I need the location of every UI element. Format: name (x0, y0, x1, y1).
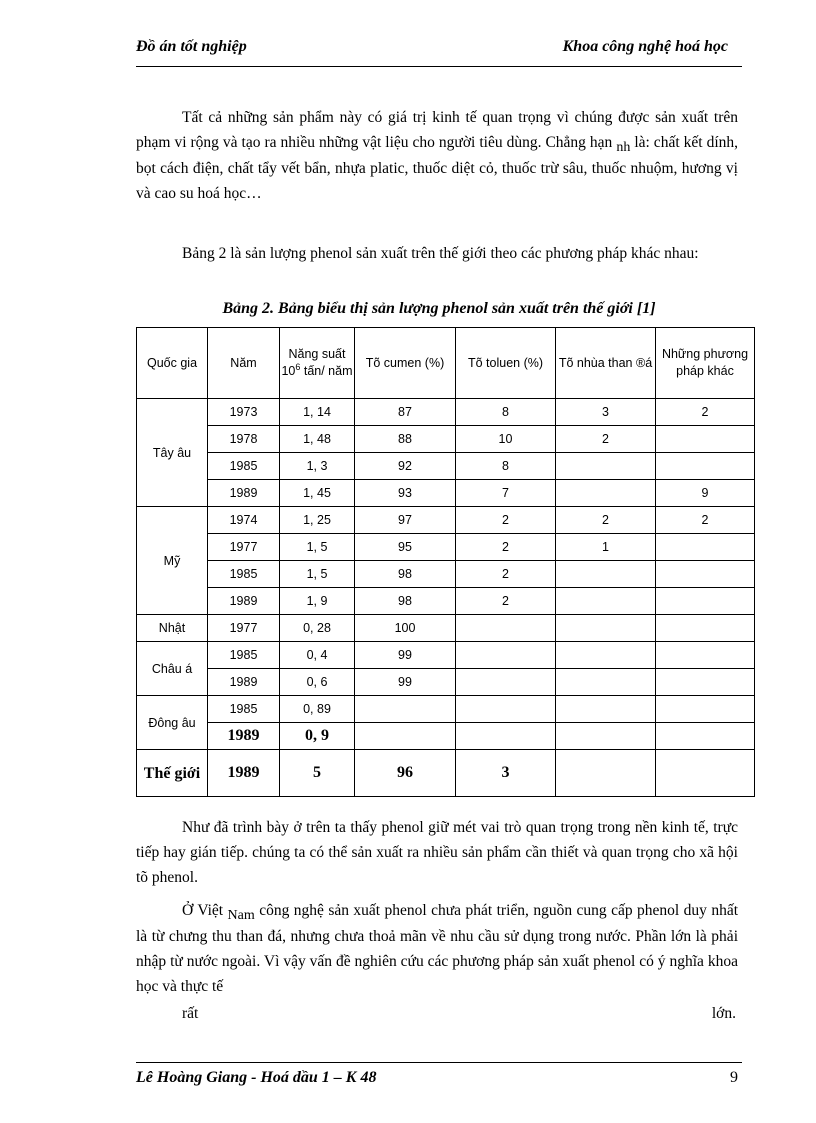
table-row (137, 588, 755, 615)
year-cell: 1989 (208, 669, 280, 696)
other-cell (656, 615, 755, 642)
table-row (137, 669, 755, 696)
cumene-cell: 88 (355, 426, 456, 453)
other-cell: 2 (656, 507, 755, 534)
other-cell (656, 750, 755, 797)
toluene-cell: 2 (456, 507, 556, 534)
capacity-cell: 1, 3 (280, 453, 355, 480)
country-cell: Nhật (137, 615, 208, 642)
country-cell: Thế giới (137, 750, 208, 797)
header-faculty: Khoa công nghệ hoá học (562, 38, 728, 55)
header-coal-tar: Tõ nhùa than ®á (556, 328, 656, 399)
capacity-cell: 0, 89 (280, 696, 355, 723)
page-header (136, 36, 742, 67)
coal-tar-cell (556, 588, 656, 615)
capacity-cell: 1, 25 (280, 507, 355, 534)
cumene-cell: 99 (355, 669, 456, 696)
toluene-cell (456, 723, 556, 750)
header-capacity (280, 328, 355, 399)
capacity-cell: 0, 28 (280, 615, 355, 642)
coal-tar-cell (556, 453, 656, 480)
coal-tar-cell: 1 (556, 534, 656, 561)
toluene-cell: 2 (456, 561, 556, 588)
toluene-cell: 7 (456, 480, 556, 507)
coal-tar-cell (556, 561, 656, 588)
capacity-cell: 1, 48 (280, 426, 355, 453)
year-cell: 1989 (208, 480, 280, 507)
cumene-cell: 92 (355, 453, 456, 480)
year-cell: 1989 (208, 723, 280, 750)
paragraph-4-text-a: Ở Việt (182, 902, 228, 919)
paragraph-4-last-word-left: rất (182, 1005, 199, 1022)
header-cumene: Tõ cumen (%) (355, 328, 456, 399)
toluene-cell: 2 (456, 534, 556, 561)
toluene-cell: 8 (456, 399, 556, 426)
year-cell: 1977 (208, 534, 280, 561)
year-cell: 1989 (208, 750, 280, 797)
coal-tar-cell (556, 750, 656, 797)
other-cell (656, 453, 755, 480)
table-row (137, 453, 755, 480)
header-capacity-exponent: 6 (295, 362, 301, 372)
toluene-cell (456, 669, 556, 696)
paragraph-4-sub: Nam (227, 908, 255, 923)
year-cell: 1985 (208, 696, 280, 723)
year-cell: 1985 (208, 561, 280, 588)
toluene-cell: 10 (456, 426, 556, 453)
cumene-cell (355, 723, 456, 750)
capacity-cell: 1, 5 (280, 534, 355, 561)
capacity-cell: 0, 6 (280, 669, 355, 696)
header-country: Quốc gia (137, 328, 208, 399)
coal-tar-cell (556, 723, 656, 750)
other-cell (656, 426, 755, 453)
toluene-cell (456, 696, 556, 723)
other-cell (656, 669, 755, 696)
coal-tar-cell (556, 669, 656, 696)
other-cell: 2 (656, 399, 755, 426)
year-cell: 1977 (208, 615, 280, 642)
page-footer (136, 1062, 742, 1093)
table-row (137, 723, 755, 750)
phenol-production-table (136, 327, 755, 797)
capacity-cell: 5 (280, 750, 355, 797)
header-toluene: Tõ toluen (%) (456, 328, 556, 399)
coal-tar-cell (556, 642, 656, 669)
cumene-cell: 95 (355, 534, 456, 561)
paragraph-4 (136, 898, 738, 999)
table-header-row (137, 328, 755, 399)
toluene-cell: 8 (456, 453, 556, 480)
other-cell (656, 723, 755, 750)
paragraph-1-sub: nh (616, 140, 631, 155)
paragraph-4-last-word-right: lớn. (711, 1005, 736, 1022)
table-row (137, 750, 755, 797)
cumene-cell: 98 (355, 588, 456, 615)
capacity-cell: 0, 4 (280, 642, 355, 669)
coal-tar-cell (556, 696, 656, 723)
year-cell: 1978 (208, 426, 280, 453)
table-caption: Bảng 2. Bảng biểu thị sản lượng phenol sản xuất trên thế giới [1] (222, 300, 656, 317)
other-cell (656, 561, 755, 588)
paragraph-2: Bảng 2 là sản lượng phenol sản xuất trên thế giới theo các phương pháp khác nhau: (182, 245, 699, 262)
capacity-cell: 1, 5 (280, 561, 355, 588)
country-cell: Đông âu (137, 696, 208, 750)
country-cell: Châu á (137, 642, 208, 696)
toluene-cell (456, 615, 556, 642)
year-cell: 1989 (208, 588, 280, 615)
table-row (137, 642, 755, 669)
cumene-cell: 99 (355, 642, 456, 669)
capacity-cell: 0, 9 (280, 723, 355, 750)
table-row (137, 534, 755, 561)
table-row (137, 561, 755, 588)
table-row (137, 507, 755, 534)
paragraph-3: Như đã trình bày ở trên ta thấy phenol giữ mét vai trò quan trọng trong nền kinh tế, trực tiếp hay gián tiếp. chúng ta có thể sản xuất ra nhiều sản phẩm cần thiết và quan trọng cho xã hội tõ phenol. (136, 819, 738, 886)
year-cell: 1973 (208, 399, 280, 426)
header-document-title: Đồ án tốt nghiệp (136, 38, 247, 55)
capacity-cell: 1, 45 (280, 480, 355, 507)
header-capacity-a: Năng suất 10 (281, 347, 346, 378)
header-other-methods: Những phương pháp khác (656, 328, 755, 399)
cumene-cell: 96 (355, 750, 456, 797)
capacity-cell: 1, 9 (280, 588, 355, 615)
country-cell: Mỹ (137, 507, 208, 615)
year-cell: 1974 (208, 507, 280, 534)
cumene-cell: 97 (355, 507, 456, 534)
cumene-cell: 87 (355, 399, 456, 426)
paragraph-4-text-b: công nghệ sản xuất phenol chưa phát triển, nguồn cung cấp phenol duy nhất là từ chưng thu than đá, nhưng chưa thoả mãn về nhu cầu sử dụng trong nước. Phần lớn là phải nhập từ nước ngoài. Vì vậy vấn đề nghiên cứu các phương pháp sản xuất phenol có ý nghĩa khoa học và thực tế (136, 902, 739, 995)
toluene-cell: 3 (456, 750, 556, 797)
paragraph-1 (136, 105, 738, 206)
coal-tar-cell: 3 (556, 399, 656, 426)
year-cell: 1985 (208, 453, 280, 480)
other-cell (656, 588, 755, 615)
toluene-cell (456, 642, 556, 669)
other-cell (656, 534, 755, 561)
paragraph-1-text-b: là: chất kết dính, bọt cách điện, chất tẩy vết bẩn, nhựa platic, thuốc diệt cỏ, thuốc trừ sâu, thuốc nhuộm, hương vị và cao su hoá học… (136, 134, 738, 202)
coal-tar-cell: 2 (556, 507, 656, 534)
toluene-cell: 2 (456, 588, 556, 615)
page-number: 9 (730, 1069, 738, 1086)
coal-tar-cell (556, 615, 656, 642)
footer-author: Lê Hoàng Giang - Hoá dầu 1 – K 48 (136, 1069, 377, 1086)
paragraph-1-text-a: Tất cả những sản phẩm này có giá trị kinh tế quan trọng vì chúng được sản xuất trên phạm vi rộng và tạo ra nhiều những vật liệu cho người tiêu dùng. Chẳng hạn (136, 109, 738, 151)
table-row (137, 399, 755, 426)
coal-tar-cell: 2 (556, 426, 656, 453)
other-cell: 9 (656, 480, 755, 507)
coal-tar-cell (556, 480, 656, 507)
country-cell: Tây âu (137, 399, 208, 507)
other-cell (656, 642, 755, 669)
header-capacity-b: tấn/ năm (300, 364, 353, 378)
table-row (137, 426, 755, 453)
header-year: Năm (208, 328, 280, 399)
cumene-cell: 98 (355, 561, 456, 588)
cumene-cell: 93 (355, 480, 456, 507)
table-row (137, 615, 755, 642)
table-row (137, 696, 755, 723)
table-row (137, 480, 755, 507)
other-cell (656, 696, 755, 723)
cumene-cell (355, 696, 456, 723)
year-cell: 1985 (208, 642, 280, 669)
cumene-cell: 100 (355, 615, 456, 642)
capacity-cell: 1, 14 (280, 399, 355, 426)
